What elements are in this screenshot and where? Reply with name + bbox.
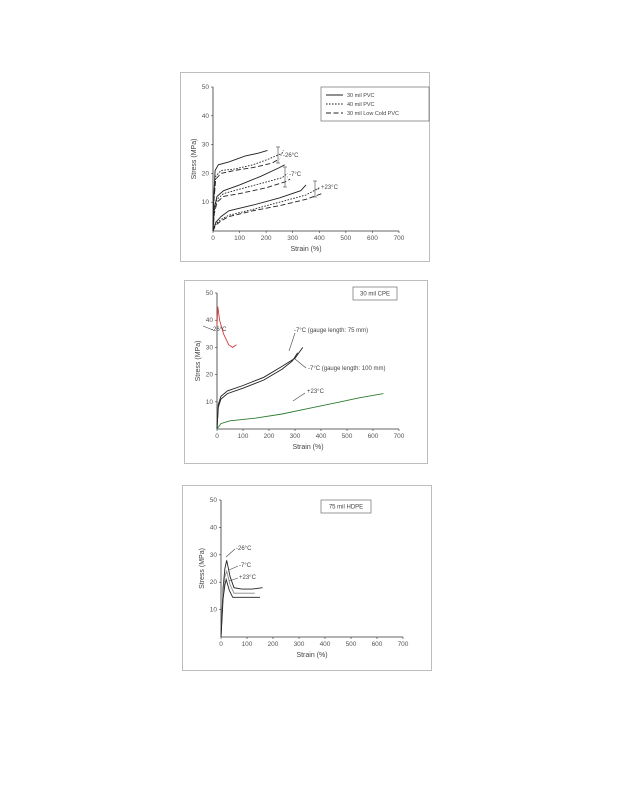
y-tick-label: 10	[205, 398, 213, 406]
y-tick-label: 10	[209, 606, 217, 614]
y-tick-label: 50	[209, 497, 217, 504]
annotation-pointer	[293, 393, 305, 401]
chart-hdpe-svg	[183, 486, 433, 672]
x-tick-label: 200	[260, 235, 272, 242]
x-tick-label: 300	[289, 433, 301, 440]
x-tick-label: 400	[313, 235, 325, 242]
annotation-label: +23°C	[239, 575, 256, 581]
y-tick-label: 30	[205, 344, 213, 352]
annotation-pointer	[229, 566, 238, 570]
x-tick-label: 600	[367, 433, 379, 440]
x-tick-label: 600	[371, 641, 383, 648]
x-tick-label: 100	[241, 641, 253, 648]
x-tick-label: 500	[341, 433, 353, 440]
annotation-label: -26°C	[283, 153, 299, 159]
annotation-pointer	[226, 549, 235, 557]
annotation-label: -26°C	[236, 546, 252, 552]
x-tick-label: 0	[219, 641, 223, 648]
x-tick-label: 500	[340, 235, 352, 242]
legend-label: 30 mil PVC	[347, 93, 375, 99]
y-tick-label: 50	[205, 290, 213, 297]
x-tick-label: 600	[366, 235, 378, 242]
legend-label: 40 mil PVC	[347, 102, 375, 108]
y-tick-label: 20	[205, 371, 213, 379]
y-axis-label: Stress (MPa)	[195, 340, 202, 382]
y-axis-label: Stress (MPa)	[199, 548, 206, 589]
annotation-label: +23°C	[307, 389, 324, 395]
series-line-2	[217, 347, 303, 429]
annotation-label: -26°C	[211, 327, 227, 333]
chart-pvc	[180, 72, 430, 262]
series-line-4	[213, 165, 285, 231]
x-tick-label: 100	[237, 433, 249, 440]
annotation-label: -7°C	[289, 172, 302, 178]
x-tick-label: 200	[267, 641, 279, 648]
y-tick-label: 20	[209, 579, 217, 587]
annotation-pointer	[295, 359, 306, 368]
series-line-3	[221, 580, 260, 638]
x-tick-label: 200	[263, 433, 275, 440]
annotation-pointer	[289, 333, 295, 351]
x-tick-label: 300	[287, 235, 299, 242]
chart-cpe-svg	[185, 281, 429, 465]
y-tick-label: 30	[201, 141, 209, 149]
y-tick-label: 30	[209, 551, 217, 559]
annotation-label: -7°C (gauge length: 75 mm)	[294, 328, 369, 334]
chart-pvc-svg	[181, 73, 431, 263]
y-axis-label: Stress (MPa)	[191, 138, 198, 180]
annotation-label: -7°C (gauge length: 100 mm)	[308, 366, 386, 372]
x-axis-label: Strain (%)	[296, 652, 328, 659]
y-tick-label: 10	[201, 199, 209, 207]
series-line-1	[213, 150, 268, 231]
y-tick-label: 50	[201, 84, 209, 91]
series-line-4	[217, 394, 383, 429]
y-tick-label: 40	[209, 524, 217, 532]
annotation-label: -7°C	[239, 563, 252, 569]
x-axis-label: Strain (%)	[292, 444, 324, 451]
y-tick-label: 20	[201, 170, 209, 178]
x-tick-label: 300	[293, 641, 305, 648]
x-tick-label: 100	[234, 235, 246, 242]
chart-cpe	[184, 280, 428, 464]
x-tick-label: 0	[215, 433, 219, 440]
x-tick-label: 0	[211, 235, 215, 242]
chart-title: 75 mil HDPE	[328, 504, 364, 511]
x-tick-label: 500	[345, 641, 357, 648]
x-tick-label: 700	[393, 235, 405, 242]
y-tick-label: 40	[201, 112, 209, 120]
x-axis-label: Strain (%)	[290, 246, 322, 253]
annotation-label: +23°C	[321, 185, 338, 191]
y-tick-label: 40	[205, 317, 213, 325]
x-tick-label: 400	[319, 641, 331, 648]
x-tick-label: 400	[315, 433, 327, 440]
legend-label: 30 mil Low Cold PVC	[347, 111, 399, 117]
series-line-9	[213, 194, 322, 231]
x-tick-label: 700	[397, 641, 409, 648]
chart-hdpe	[182, 485, 432, 671]
series-line-8	[213, 188, 319, 231]
series-line-5	[213, 173, 287, 231]
chart-title: 30 mil CPE	[359, 291, 391, 298]
x-tick-label: 700	[393, 433, 405, 440]
